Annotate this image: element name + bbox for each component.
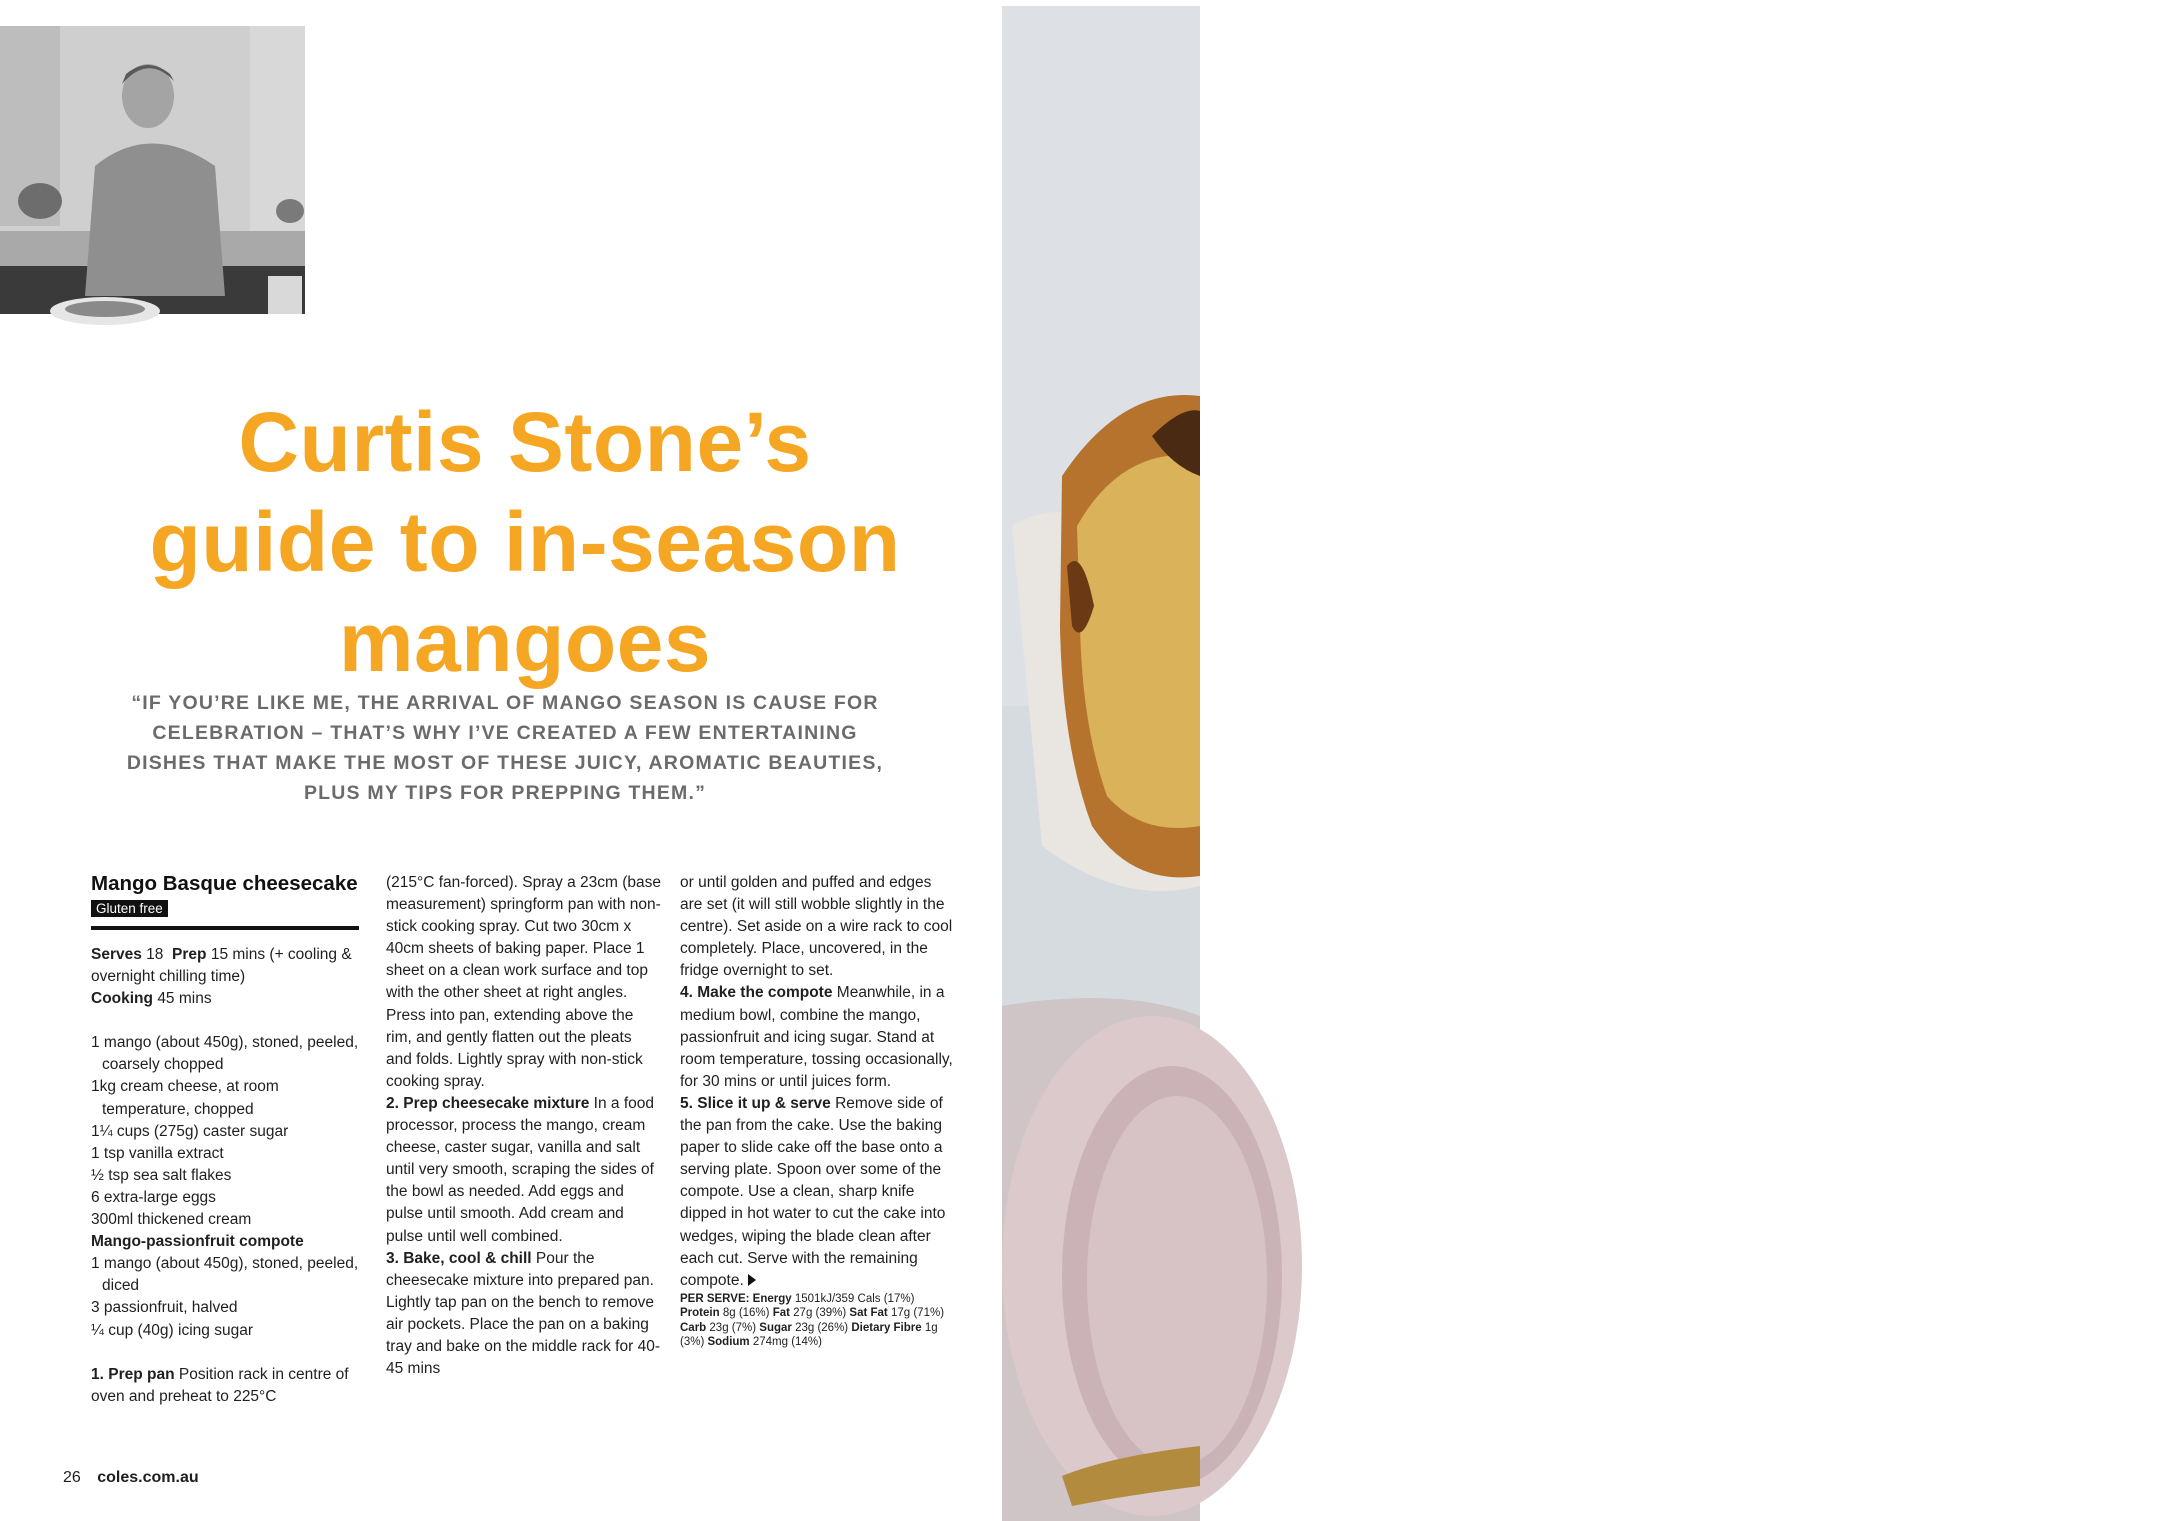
photography-label: Photography	[2127, 1397, 2139, 1468]
serves-label: Serves	[91, 946, 142, 963]
page-footer	[63, 1468, 199, 1488]
styling-label: Styling	[2141, 1429, 2154, 1468]
compote-ingredient-item: 3 passionfruit, halved	[91, 1299, 238, 1317]
food-prep-label: Food preparation	[2141, 1248, 2154, 1344]
nutrition-info	[680, 1292, 955, 1350]
page-number: 26	[63, 1469, 81, 1486]
chef-portrait-photo	[0, 26, 305, 314]
protein-value: 8g (16%)	[722, 1307, 770, 1320]
step-3	[386, 1248, 661, 1381]
photo-credits	[2126, 988, 2170, 1468]
compote-heading	[91, 1231, 359, 1253]
site-link[interactable]: coles.com.au	[97, 1469, 199, 1486]
step-1-continued: (215°C fan-forced). Spray a 23cm (base measurement) springform pan with non-stick cooking spray. Cut two 30cm x 40cm sheets of baking paper. Place 1 sheet on a clean work surface and top with the other sheet at right angles. Press into pan, extending above the rim, and gently flatten out the pleats and folds. Lightly spray with non-stick cooking spray.	[386, 874, 661, 1090]
step-2	[386, 1093, 661, 1248]
energy-value: 1501kJ/359 Cals (17%)	[794, 1292, 915, 1305]
styling-name: Emma Knowles	[2141, 1346, 2154, 1427]
ingredient-item: 6 extra-large eggs	[91, 1188, 216, 1206]
wardrobe-label: Wardrobe	[2127, 1267, 2139, 1321]
title-line-3: mangoes	[338, 595, 712, 689]
step-5	[680, 1093, 955, 1292]
page-title	[60, 392, 990, 692]
recipe-column-3	[680, 872, 955, 1349]
step-1-text-a: Position rack in centre of oven and preheat to 225°C	[91, 1365, 349, 1405]
carb-label: Carb	[680, 1321, 707, 1334]
fat-value: 27g (39%)	[793, 1307, 847, 1320]
ingredient-item: ½ tsp sea salt flakes	[91, 1166, 232, 1184]
cooking-label: Cooking	[91, 990, 153, 1008]
sugar-value: 23g (26%)	[795, 1321, 849, 1334]
sodium-label: Sodium	[707, 1336, 750, 1348]
ingredient-item: 1¼ cups (275g) caster sugar	[91, 1122, 289, 1140]
cooking-value: 45 mins	[157, 990, 212, 1008]
recipe-column-1	[91, 872, 359, 1408]
food-prep-name: Tracy Rutherford	[2141, 1159, 2154, 1246]
title-divider	[91, 926, 359, 930]
pull-quote: “IF YOU’RE LIKE ME, THE ARRIVAL OF MANGO SEASON IS CAUSE FOR CELEBRATION – THAT’S WHY I’VE CREATED A FEW ENTERTAINING DISHES THAT MAKE THE MOST OF THESE JUICY, AROMATIC BEAUTIES, PLUS MY TIPS FOR PREPPING THEM.”	[126, 692, 884, 804]
step-4	[680, 982, 955, 1092]
step-5-text: Remove side of the pan from the cake. Use the baking paper to slide cake off the base onto a serving plate. Spoon over some of the compote. Use a clean, sharp knife dipped in hot water to cut the cake into wedges, wiping the blade clean after each cut. Serve with the remaining compote.	[680, 1094, 946, 1289]
step-1	[91, 1364, 359, 1408]
fat-label: Fat	[772, 1307, 790, 1320]
serves-value: 18	[146, 946, 164, 963]
wardrobe-name: Cheryl Tan	[2127, 1209, 2139, 1265]
step-2-text: In a food processor, process the mango, cream cheese, caster sugar, vanilla and salt until very smooth, scraping the sides of the bowl as needed. Add eggs and pulse until smooth. Add cream and pulse until well combined.	[386, 1094, 654, 1245]
carb-value: 23g (7%)	[709, 1321, 757, 1334]
gluten-free-badge: Gluten free	[91, 900, 168, 917]
satfat-label: Sat Fat	[849, 1307, 888, 1320]
ingredient-item: 300ml thickened cream	[91, 1211, 252, 1229]
step-3-title: 3. Bake, cool & chill	[386, 1249, 532, 1267]
grooming-name: Kristyan Low	[2127, 1082, 2139, 1149]
energy-label: Energy	[752, 1292, 792, 1305]
prep-label: Prep	[172, 946, 207, 963]
step-3-text-a: Pour the cheesecake mixture into prepared pan. Lightly tap pan on the bench to remove air pockets. Place the pan on a baking tray and bake on the middle rack for 40-45 mins	[386, 1249, 660, 1378]
fibre-label: Dietary Fibre	[851, 1321, 922, 1334]
step-4-text: Meanwhile, in a medium bowl, combine the mango, passionfruit and icing sugar. Stand at room temperature, tossing occasionally, for 30 mins or until juices form.	[680, 984, 953, 1090]
step-5-title: 5. Slice it up & serve	[680, 1094, 831, 1112]
prep-value: 15 mins (+ cooling & overnight chilling time)	[91, 946, 352, 986]
title-line-1: Curtis Stone’s	[238, 395, 812, 489]
compote-ingredient-item: ¼ cup (40g) icing sugar	[91, 1321, 253, 1339]
satfat-value: 17g (71%)	[890, 1307, 945, 1320]
grooming-label: Grooming	[2127, 1151, 2139, 1207]
protein-label: Protein	[680, 1307, 720, 1320]
step-3-continued: or until golden and puffed and edges are set (it will still wobble slightly in the centre). Set aside on a wire rack to cool completely. Place, uncovered, in the fridge overnight to set.	[680, 874, 953, 980]
recipe-column-2	[386, 872, 661, 1380]
compote-heading-text: Mango-passionfruit compote	[91, 1233, 304, 1251]
continue-arrow-icon	[748, 1274, 756, 1286]
ingredient-item: 1kg cream cheese, at room temperature, chopped	[91, 1078, 279, 1118]
step-2-title: 2. Prep cheesecake mixture	[386, 1094, 590, 1112]
fibre-value: 1g (3%)	[680, 1321, 938, 1348]
recipe-title: Mango Basque cheesecake	[91, 872, 358, 895]
cheesecake-photo	[1002, 6, 2168, 1521]
title-line-2: guide to in-season	[149, 495, 901, 589]
step-1-title: 1. Prep pan	[91, 1365, 175, 1383]
gluten-free-note: Always check the label to make sure you’re using gluten-free ingredients.	[2141, 996, 2168, 1468]
step-4-title: 4. Make the compote	[680, 984, 833, 1002]
recipe-meta	[91, 944, 359, 1010]
ingredient-item: 1 tsp vanilla extract	[91, 1144, 224, 1162]
ingredient-item: 1 mango (about 450g), stoned, peeled, coarsely chopped	[91, 1034, 359, 1074]
photography-name: Ben Dearnley	[2127, 1324, 2139, 1394]
sodium-value: 274mg (14%)	[752, 1336, 822, 1348]
sugar-label: Sugar	[759, 1321, 792, 1334]
compote-ingredient-item: 1 mango (about 450g), stoned, peeled, diced	[91, 1255, 359, 1295]
per-serve-label: PER SERVE:	[680, 1292, 750, 1305]
